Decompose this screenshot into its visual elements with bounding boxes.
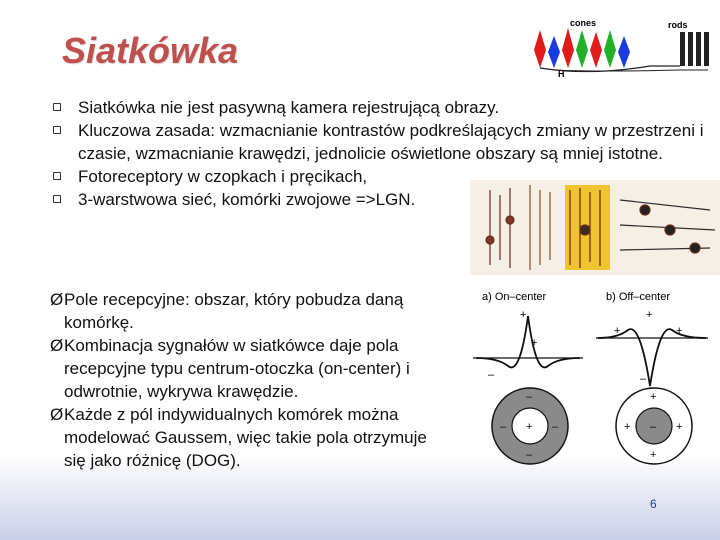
checkbox-bullet-icon	[53, 172, 61, 180]
cones-rods-figure	[530, 16, 710, 78]
checkbox-bullet-icon	[53, 126, 61, 134]
bullet-item: Kluczowa zasada: wzmacnianie kontrastów podkreślających zmiany w przestrzeni i czasie, wzmacnianie krawędzi, jednolicie oświetlone obszary są mniej istotne.	[50, 119, 710, 165]
arrow-item: Ø Pole recepcyjne: obszar, który pobudza daną komórkę.	[50, 290, 404, 332]
svg-text:–: –	[500, 421, 507, 433]
on-plus-top: +	[520, 309, 527, 321]
receptive-field-figure	[468, 286, 718, 476]
off-minus-bottom: –	[640, 373, 647, 385]
off-center-disc	[616, 388, 692, 464]
off-plus-top: +	[646, 309, 653, 321]
bullet-item: Siatkówka nie jest pasywną kamera rejestrującą obrazy.	[50, 96, 710, 119]
page-number: 6	[650, 497, 657, 511]
on-center-label: a) On–center	[482, 291, 547, 303]
svg-text:–: –	[552, 421, 559, 433]
svg-text:+: +	[650, 391, 657, 403]
rod-cells	[680, 32, 709, 66]
arrow-item: Ø Kombinacja sygnałów w siatkówce daje pola recepcyjne typu centrum-otoczka (on-center) i odwrotnie, wykrywa krawędzie.	[50, 336, 410, 401]
off-center-profile	[596, 309, 708, 386]
svg-text:–: –	[526, 391, 533, 403]
cone-cells	[534, 28, 630, 68]
on-center-disc	[492, 388, 568, 464]
bullet-item: Fotoreceptory w czopkach i pręcikach,	[50, 165, 710, 188]
arrow-bullet-icon: Ø	[50, 290, 64, 309]
svg-text:+: +	[676, 421, 683, 433]
on-center-profile	[473, 309, 583, 381]
checkbox-bullet-icon	[53, 103, 61, 111]
bullet-item: 3-warstwowa sieć, komórki zwojowe =>LGN.	[50, 188, 710, 211]
svg-text:+: +	[526, 421, 533, 433]
on-plus-right: +	[531, 337, 538, 349]
horizontal-cell-label: H	[558, 69, 565, 78]
off-plus-right: +	[676, 325, 683, 337]
svg-text:–: –	[526, 449, 533, 461]
arrow-point-list	[50, 288, 445, 472]
on-minus-left: –	[488, 369, 495, 381]
arrow-bullet-icon: Ø	[50, 336, 64, 355]
cones-label: cones	[570, 18, 597, 28]
arrow-item: Ø Każde z pól indywidualnych komórek można modelować Gaussem, więc takie pola otrzymuje się jako różnicę (DOG).	[50, 405, 427, 470]
svg-text:–: –	[650, 421, 657, 433]
off-center-label: b) Off–center	[606, 291, 670, 303]
svg-text:+: +	[624, 421, 631, 433]
slide-title: Siatkówka	[62, 30, 239, 71]
arrow-bullet-icon: Ø	[50, 405, 64, 424]
rods-label: rods	[668, 20, 688, 30]
svg-text:+: +	[650, 449, 657, 461]
checkbox-bullet-icon	[53, 195, 61, 203]
retina-network-figure	[470, 180, 720, 275]
off-plus-left: +	[614, 325, 621, 337]
